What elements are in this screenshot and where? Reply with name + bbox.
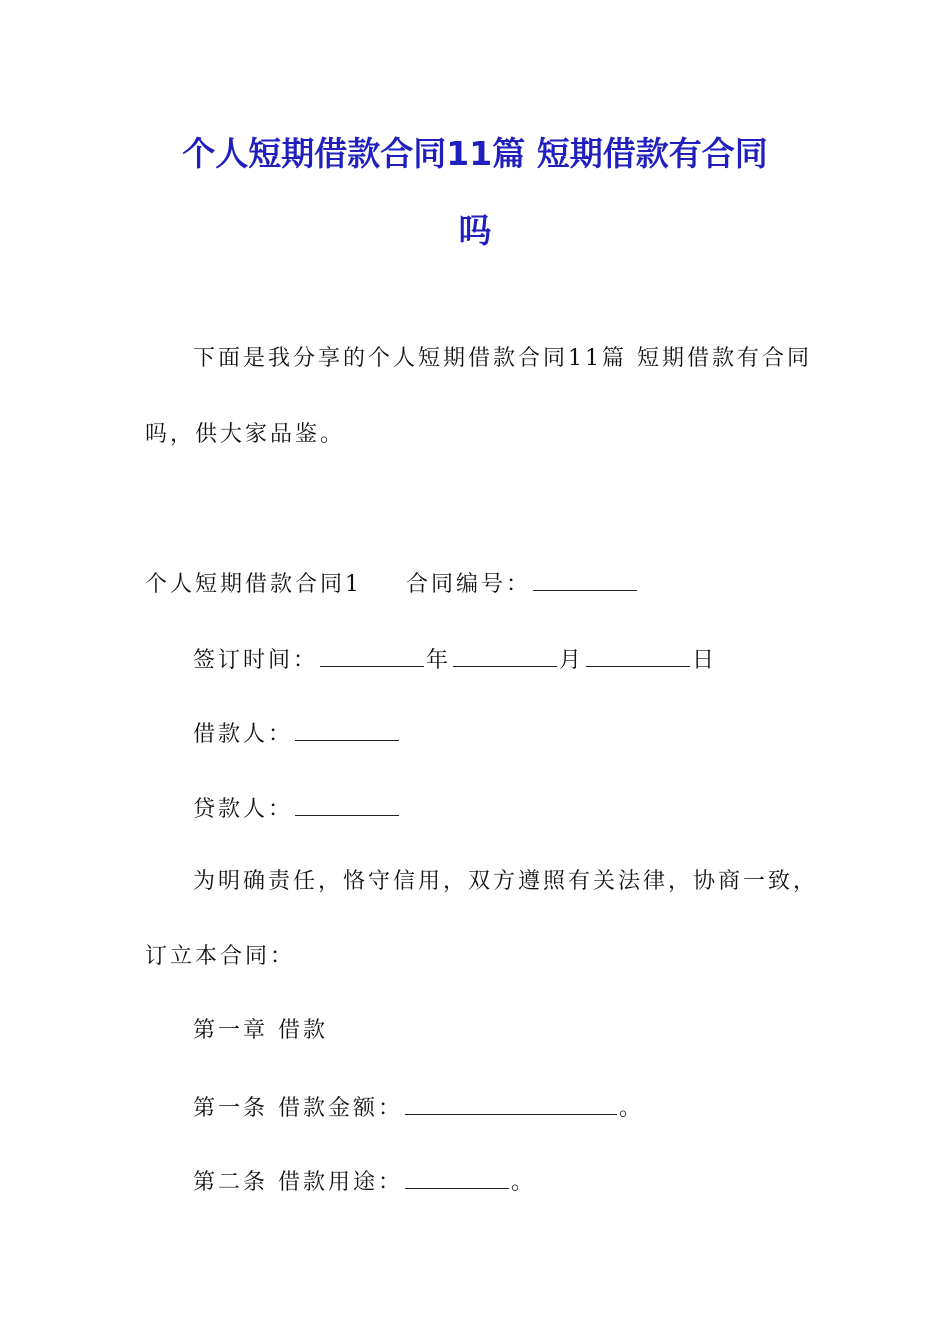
year-label: 年 [426, 648, 452, 673]
preamble-line-2: 订立本合同： [145, 944, 296, 969]
month-label: 月 [559, 648, 585, 673]
borrower-label: 借款人： [193, 722, 294, 747]
signing-time-row [193, 644, 717, 676]
article-1-label: 第一条 借款金额： [193, 1096, 403, 1121]
borrower-row [193, 718, 401, 750]
day-label: 日 [692, 648, 718, 673]
article-2-label: 第二条 借款用途： [193, 1170, 403, 1195]
chapter-1-heading: 第一章 借款 [193, 1018, 328, 1043]
intro-paragraph-line-2: 吗，供大家品鉴。 [145, 422, 346, 447]
lender-row [193, 793, 401, 825]
month-blank [453, 644, 557, 667]
borrower-blank [295, 718, 399, 741]
loan-amount-blank [405, 1092, 617, 1115]
article-2-row [193, 1166, 536, 1198]
page-title-line-2: 吗 [458, 211, 492, 250]
contract-heading: 个人短期借款合同1 [145, 572, 362, 597]
article-2-end: 。 [511, 1170, 537, 1195]
article-1-end: 。 [619, 1096, 645, 1121]
preamble-line-1: 为明确责任，恪守信用，双方遵照有关法律，协商一致， [193, 869, 819, 894]
article-1-row [193, 1092, 644, 1124]
contract-number-label: 合同编号： [406, 572, 532, 597]
contract-number-blank [533, 568, 637, 591]
day-blank [586, 644, 690, 667]
contract-heading-row [145, 568, 639, 600]
year-blank [320, 644, 424, 667]
page-title-line-1: 个人短期借款合同11篇 短期借款有合同 [182, 134, 768, 173]
signing-time-label: 签订时间： [193, 648, 319, 673]
lender-blank [295, 793, 399, 816]
loan-purpose-blank [405, 1166, 509, 1189]
lender-label: 贷款人： [193, 797, 294, 822]
intro-paragraph-line-1: 下面是我分享的个人短期借款合同11篇 短期借款有合同 [193, 346, 812, 371]
